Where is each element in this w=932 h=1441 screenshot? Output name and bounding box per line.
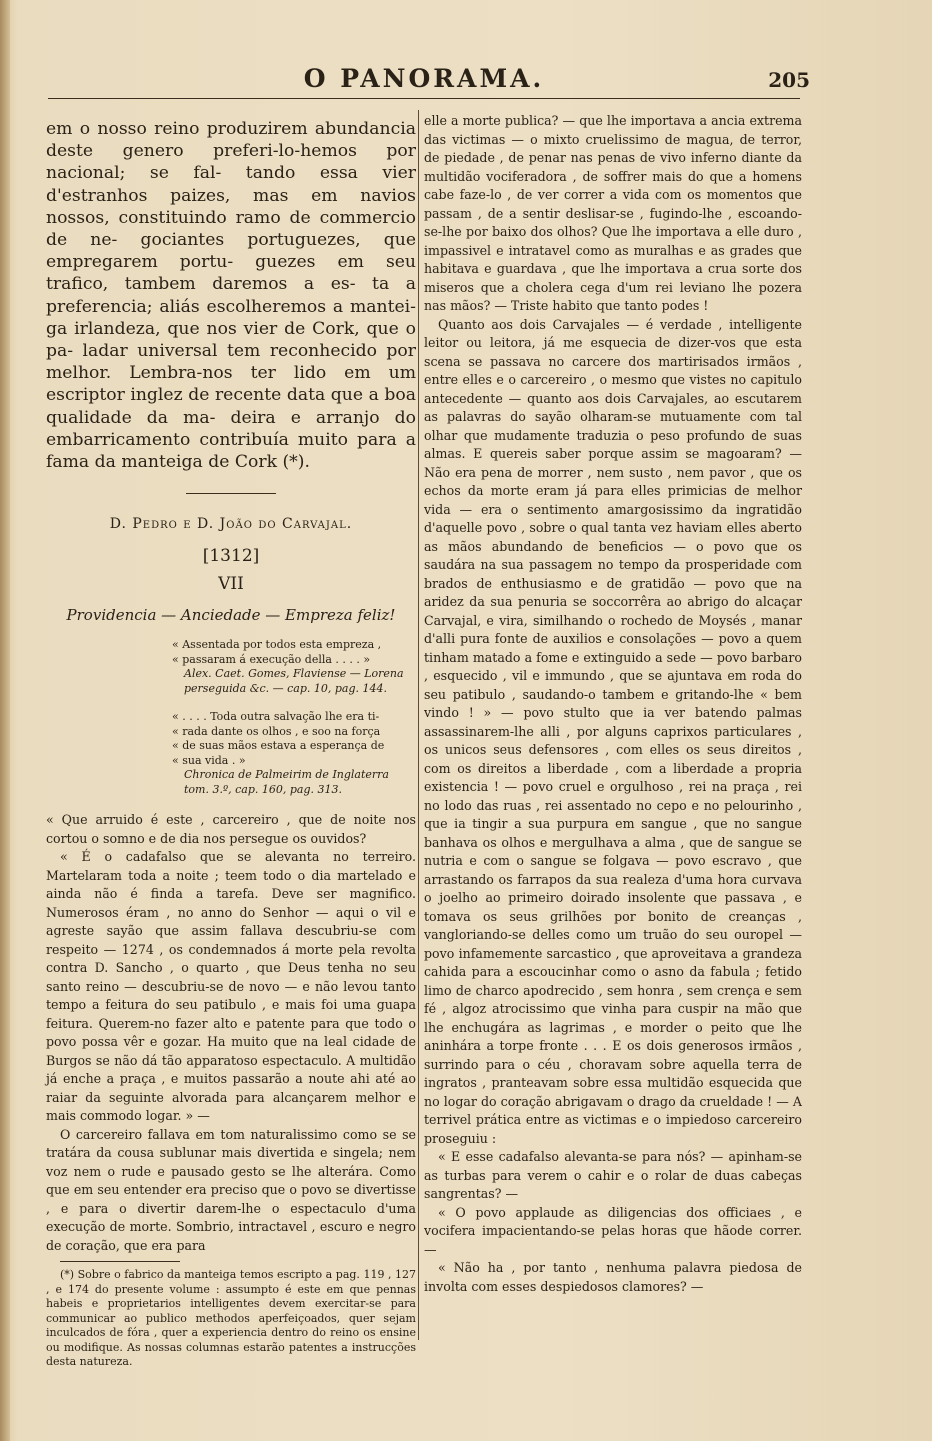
page-number: 205 xyxy=(768,68,810,92)
epigraph-1-source: Alex. Caet. Gomes, Flaviense — Lorena perseguida &c. — cap. 10, pag. 144. xyxy=(184,667,404,695)
article-subtitle: Providencia — Anciedade — Empreza feliz! xyxy=(66,606,396,625)
epigraph-2: « . . . . Toda outra salvação lhe era ti- « rada dante os olhos , e soo na força « de suas mãos estava a esperança de « sua vida . » Chronica de Palmeirim de Inglaterra tom. 3.º, cap. 160, pag. 313. xyxy=(172,710,416,797)
body-paragraph: « O povo applaude as diligencias dos officiaes , e vocifera impacientando-se pelas horas que hãode correr. — xyxy=(424,1204,802,1257)
butter-paragraph: em o nosso reino produzirem abundancia deste genero preferi-lo-hemos por nacional; se fal- tando essa vier d'estranhos paizes, mas em navios nossos, constituindo ramo de commercio de ne- gociantes portuguezes, que empregarem portu- guezes em seu trafico, tambem daremos a es- ta a preferencia; aliás escolheremos a mantei- ga irlandeza, que nos vier de Cork, que o pa- ladar universal tem reconhecido por melhor. Lembra-nos ter lido em um escriptor inglez de recente data que a boa qualidade da ma- deira e arranjo do embarricamento contribuía muito para a fama da manteiga de Cork (*). xyxy=(46,119,417,473)
right-column xyxy=(424,112,802,1296)
section-separator xyxy=(186,493,276,494)
body-paragraph: O carcereiro fallava em tom naturalissimo como se se tratára da cousa sublunar mais divertida e singela; nem voz nem o rude e pausado gesto se lhe alterára. Como que em seu entender era preciso que o povo se divertisse , e para o divertir darem-lhe o espectaculo d'uma execução de morte. Sombrio, intractavel , escuro e negro de coração, que era para xyxy=(46,1126,416,1253)
publication-title: O PANORAMA. xyxy=(303,64,545,93)
epigraph-1: « Assentada por todos esta empreza , « passaram á execução della . . . . » Alex. Caet. Gomes, Flaviense — Lorena perseguida &c. — cap. 10, pag. 144. xyxy=(172,638,416,696)
body-paragraph: « Que arruido é este , carcereiro , que de noite nos cortou o somno e de dia nos persegue os ouvidos? xyxy=(46,812,416,846)
article-title: D. Pedro e D. João do Carvajal. xyxy=(109,516,353,533)
page-spine-shadow xyxy=(0,0,10,1441)
body-paragraph: « Não ha , por tanto , nenhuma palavra piedosa de involta com esses despiedosos clamores? — xyxy=(424,1260,802,1294)
body-paragraph: Quanto aos dois Carvajales — é verdade , intelligente leitor ou leitora, já me esquecia de dizer-vos que esta scena se passava no carcere dos martirisados irmãos , entre elles e o carcereiro , o mesmo que vistes no capitulo antecedente — quanto aos dois Carvajales, ao escutarem as palavras do sayão olharam-se mutuamente com tal olhar que mudamente traduzia o peso profundo de suas almas. E quereis saber porque assim se magoaram? — Não era pena de morrer , nem susto , nem pavor , que os echos da morte eram já para elles primicias de melhor vida — era o sentimento amargosissimo da ingratidão d'aquelle povo , sobre o qual tanta vez haviam elles aberto as mãos abundando de beneficios — o povo que os saudára na sua passagem no tempo da prosperidade com brados de enthusiasmo e de gratidão — povo que na aridez da sua penuria se soccorrêra ao abrigo do alcaçar Carvajal, e vira, similhando o rochedo de Moysés , manar d'alli pura fonte de auxilios e consolações — povo a quem tinham matado a fome e extinguido a sede — povo barbaro , esquecido , vil e immundo , que se ajuntava em roda do seu patibulo , saudando-o tambem e gritando-lhe « bem vindo ! » — povo stulto que ia ver batendo palmas assassinarem-lhe alli , por alguns caprixos particulares , os unicos seus defensores , com elles os seus direitos , com os direitos a liberdade , com a liberdade a propria existencia ! — povo cruel e orgulhoso , rei na praça , rei no lodo das ruas , rei assentado no cepo e no pelourinho , que ia tingir a sua purpura em sangue , que no sangue banhava os olhos e mergulhava a alma , que de sangue se nutria e com o sangue se folgava — povo escravo , que arrastando os farrapos da sua realeza d'uma hora curvava o joelho ao primeiro doirado insolente que passava , e tomava os seus grilhões por bonito de creanças , vangloriando-se delles como um truão do seu ouropel — povo infamemente sarcastico , que aproveitava a grandeza cahida para a escoucinhar como o asno da fabula ; fetido limo de charco apodrecido , sem honra , sem crença e sem fé , algoz atrocissimo que vinha para cuspir na mão que lhe enchugára as lagrimas , e morder o peito que lhe aninhára a torpe fronte . . . E os dois generosos irmãos , surrindo para o céu , choravam sobre aquella terra de ingratos , pranteavam sobre essa multidão esquecida que no logar do coração abrigavam o drago da crueldade ! — A terrivel prática entre as victimas e o impiedoso carcereiro proseguiu : xyxy=(424,316,802,1146)
article-year: [1312] xyxy=(202,546,260,567)
body-paragraph: « E esse cadafalso alevanta-se para nós? — apinham-se as turbas para verem o cahir e o rolar de duas cabeças sangrentas? — xyxy=(424,1149,802,1201)
column-divider xyxy=(418,110,419,1340)
epigraph-2-source: Chronica de Palmeirim de Inglaterra tom. 3.º, cap. 160, pag. 313. xyxy=(184,768,389,796)
left-column xyxy=(46,118,416,1370)
footnote-rule xyxy=(60,1261,180,1262)
page-header xyxy=(48,62,810,99)
body-paragraph: elle a morte publica? — que lhe importava a ancia extrema das victimas — o mixto cruelissimo de magua, de terror, de piedade , de penar nas penas de vivo inferno diante da multidão vociferadora , de soffrer mais do que a homens cabe faze-lo , de ver correr a vida com os momentos que passam , de a sentir deslisar-se , fugindo-lhe , escoando-se-lhe por baixo dos olhos? Que lhe importava a elle duro , impassivel e intratavel como as muralhas e as grades que habitava e guardava , que lhe importava a crua sorte dos miseros que a cholera cega d'um rei leviano lhe pozera nas mãos? — Triste habito que tanto podes ! xyxy=(424,113,802,313)
footnote: (*) Sobre o fabrico da manteiga temos escripto a pag. 119 , 127 , e 174 do presente volume : assumpto é este em que pennas habeis e proprietarios intelligentes devem exercitar-se para communicar ao publico methodos aperfeiçoados, quer sejam inculcados de fóra , quer a experiencia dentro do reino os ensine ou modifique. As nossas columnas estarão patentes a instrucções desta natureza. xyxy=(46,1268,416,1369)
body-paragraph: « É o cadafalso que se alevanta no terreiro. Martelaram toda a noite ; teem todo o dia martelado e ainda não é finda a tarefa. Deve ser magnifico. Numerosos éram , no anno do Senhor — aqui o vil e agreste sayão que assim fallava descubriu-se com respeito — 1274 , os condemnados á morte pela revolta contra D. Sancho , o quarto , que Deus tenha no seu santo reino — descubriu-se de novo — e não levou tanto tempo a feitura do seu patibulo , e mais foi uma guapa feitura. Querem-no fazer alto e patente para que todo o povo possa vêr e gozar. Ha muito que na leal cidade de Burgos se não dá tão apparatoso espectaculo. A multidão já enche a praça , e muitos passarão a noute ahi até ao raiar da seguinte alvorada para alcançarem melhor e mais commodo logar. » — xyxy=(46,849,416,1124)
chapter-number: VII xyxy=(218,574,244,595)
